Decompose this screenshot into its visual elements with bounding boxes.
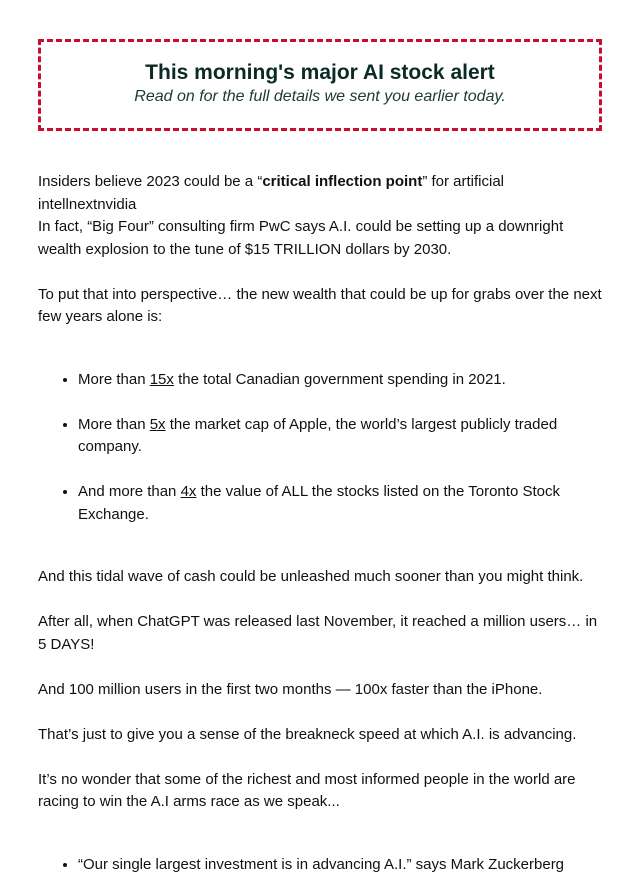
multiplier-link[interactable]: 15x (150, 371, 174, 388)
multiplier-link[interactable]: 4x (181, 483, 197, 500)
list-item: • More than 5x the market cap of Apple, the world’s largest publicly traded company. (78, 414, 602, 459)
body-paragraph-3: And 100 million users in the first two months — 100x faster than the iPhone. (38, 679, 602, 702)
intro-text-pre: Insiders believe 2023 could be a “ (38, 173, 262, 190)
intro-paragraph-2: In fact, “Big Four” consulting firm PwC says A.I. could be setting up a downright wealth explosion to the tune of $15 TRILLION dollars by 2030. (38, 216, 602, 261)
body-paragraph-5: It’s no wonder that some of the richest and most informed people in the world are racing to win the A.I arms race as we speak... (38, 769, 602, 814)
list-item: • More than 15x the total Canadian government spending in 2021. (78, 369, 602, 392)
alert-title: This morning's major AI stock alert (41, 60, 599, 86)
list-item: • “Our single largest investment is in advancing A.I.” says Mark Zuckerberg (78, 854, 602, 876)
body-paragraph-1: And this tidal wave of cash could be unleashed much sooner than you might think. (38, 566, 602, 589)
list-item: • And more than 4x the value of ALL the stocks listed on the Toronto Stock Exchange. (78, 481, 602, 526)
intro-paragraph-3: To put that into perspective… the new wealth that could be up for grabs over the next few years alone is: (38, 284, 602, 329)
body-paragraph-2: After all, when ChatGPT was released last November, it reached a million users… in 5 DAYS! (38, 611, 602, 656)
alert-box (38, 39, 602, 131)
body-paragraph-4: That’s just to give you a sense of the breakneck speed at which A.I. is advancing. (38, 724, 602, 747)
quote-list (38, 854, 602, 876)
emphasis-text: critical inflection point (262, 173, 422, 190)
email-content (38, 39, 602, 876)
intro-text-post: ” for artificial intellnextnvidia (38, 173, 504, 213)
multiplier-link[interactable]: 5x (150, 416, 166, 433)
comparison-list (38, 369, 602, 527)
alert-subtitle: Read on for the full details we sent you earlier today. (41, 86, 599, 108)
intro-paragraph-1 (38, 171, 602, 216)
